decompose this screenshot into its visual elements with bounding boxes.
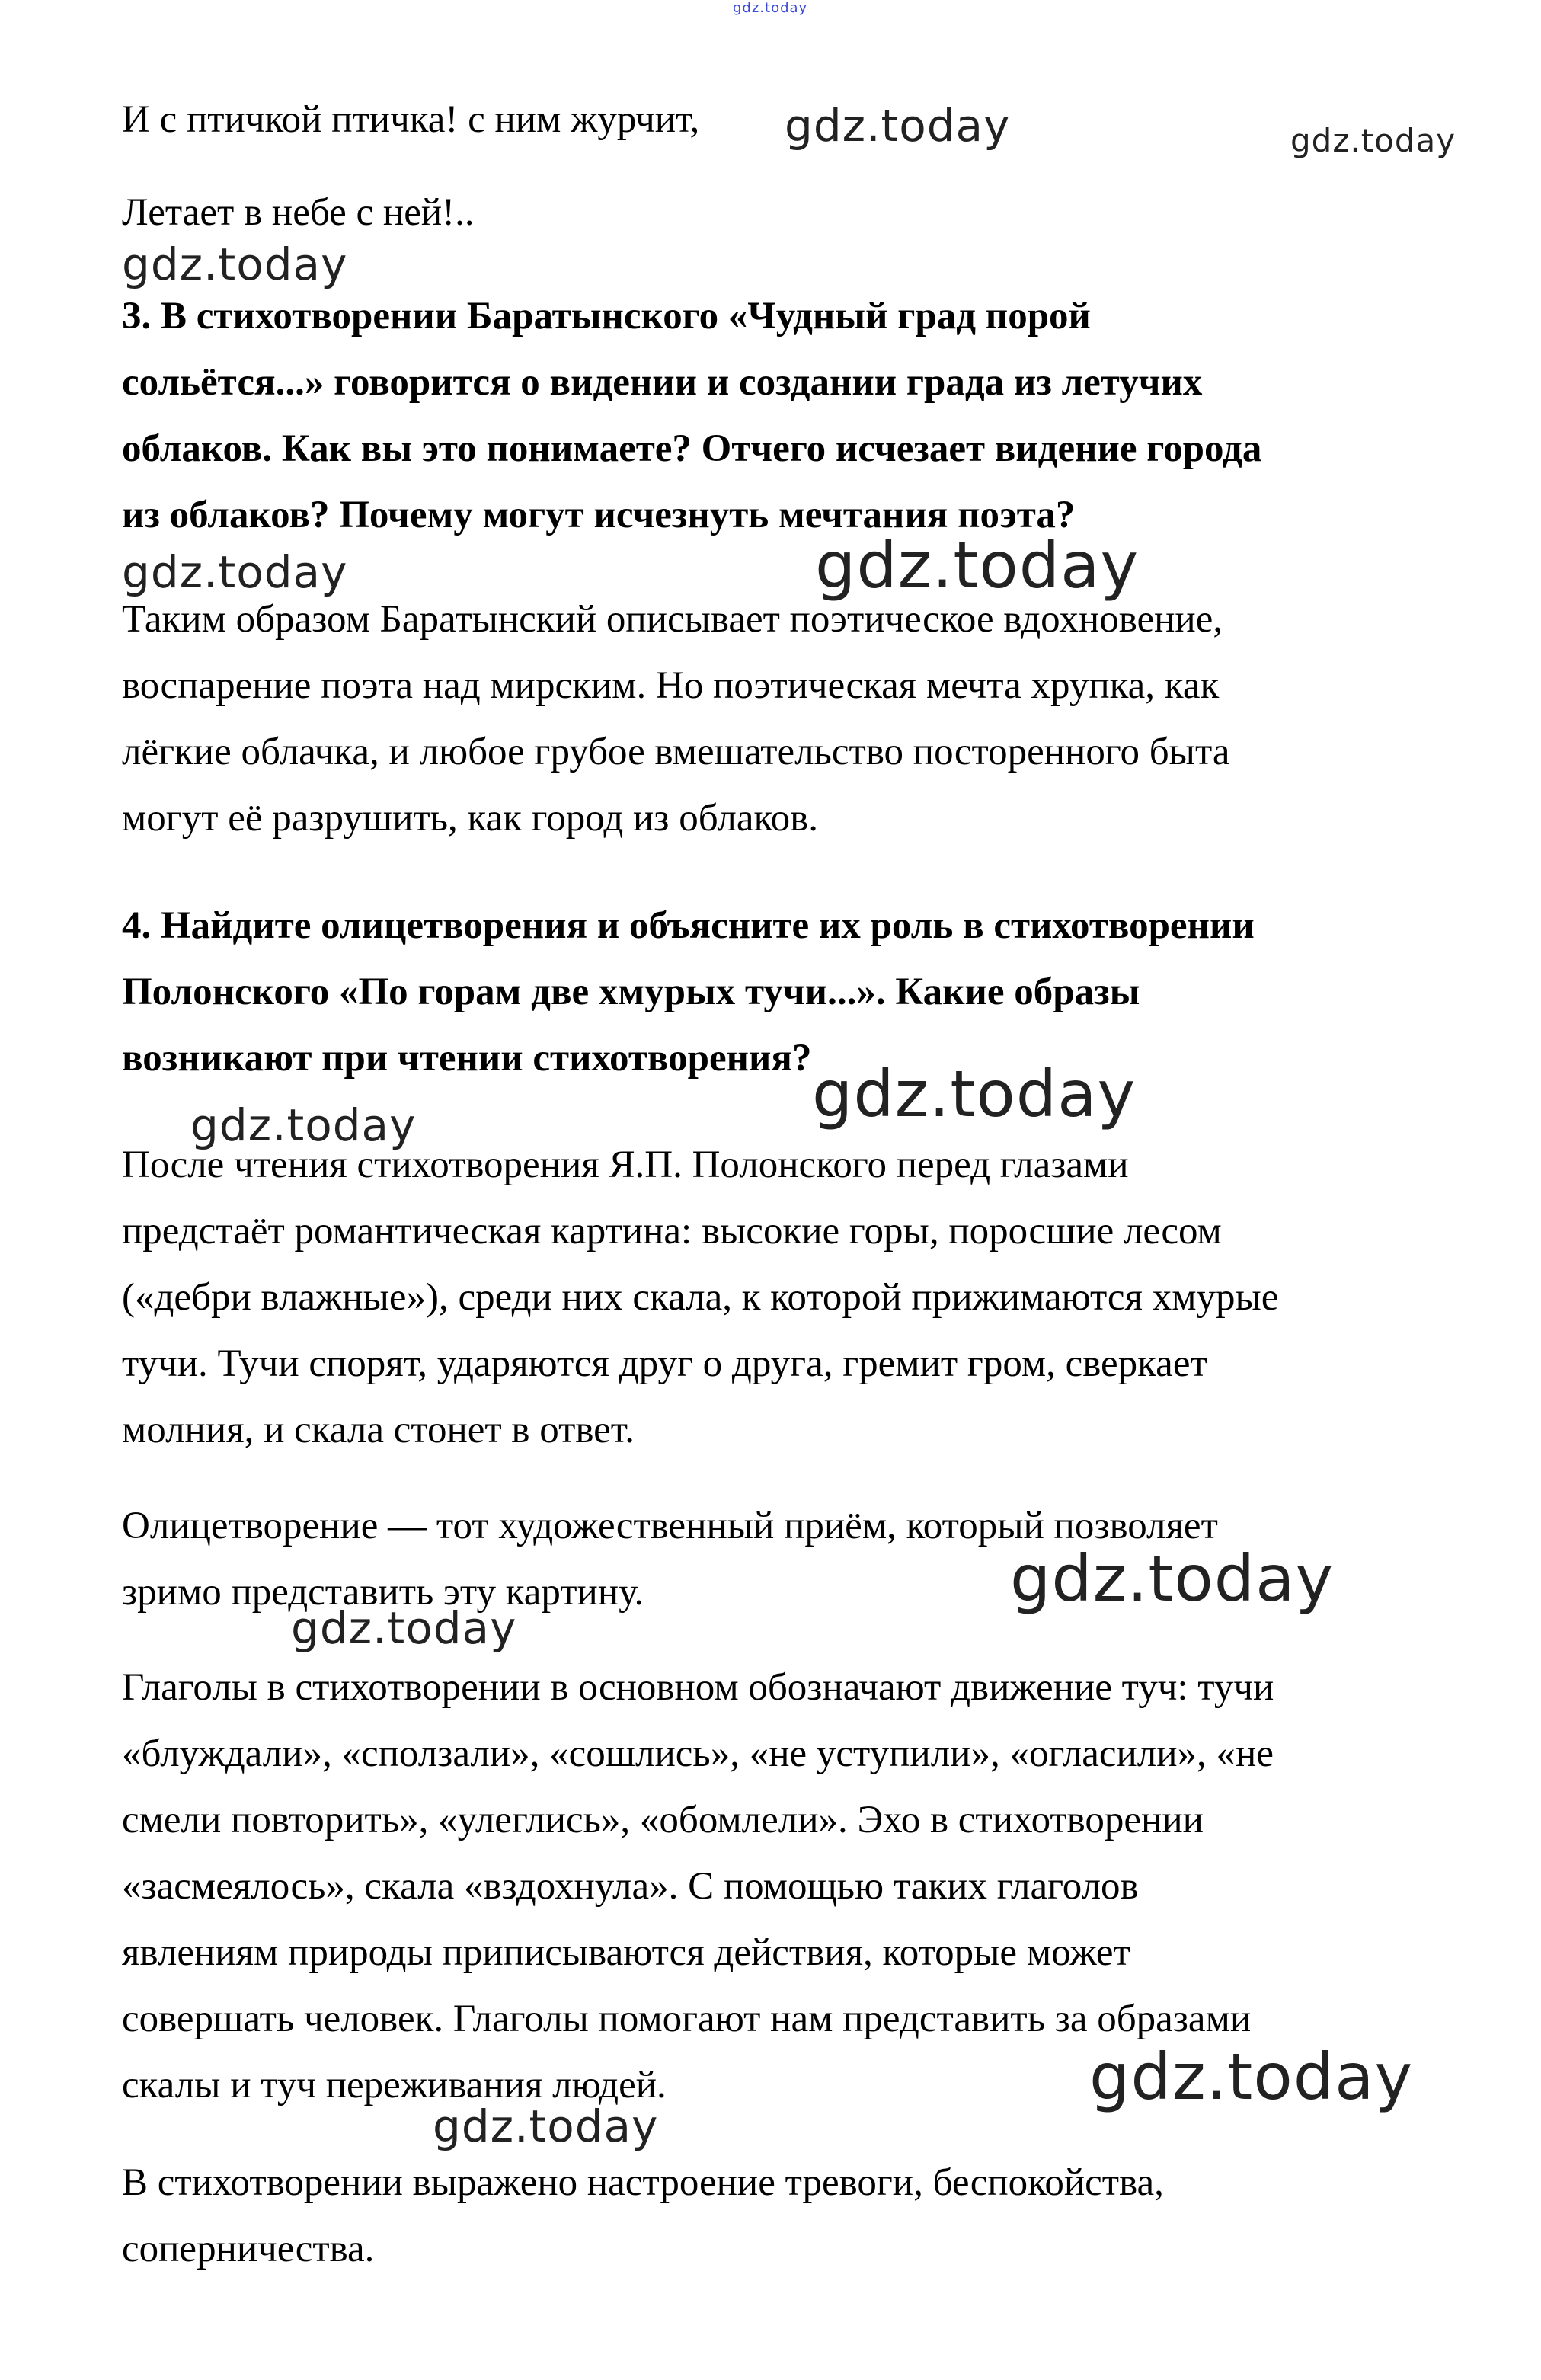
question-3-line: сольётся...» говорится о видении и создании града из летучих bbox=[122, 361, 1203, 404]
question-4-line: возникают при чтении стихотворения? bbox=[122, 1037, 812, 1080]
question-3-line: из облаков? Почему могут исчезнуть мечтания поэта? bbox=[122, 494, 1076, 536]
answer-4-line: соперничества. bbox=[122, 2228, 375, 2270]
answer-3-line: лёгкие облачка, и любое грубое вмешательство посторенного быта bbox=[122, 731, 1230, 773]
question-3 bbox=[122, 283, 1261, 549]
answer-3-line: воспарение поэта над мирским. Но поэтическая мечта хрупка, как bbox=[122, 664, 1220, 707]
watermark: gdz.today bbox=[433, 2100, 659, 2152]
answer-4-line: смели повторить», «улеглись», «обомлели». Эхо в стихотворении bbox=[122, 1799, 1204, 1841]
answer-4-line: «блуждали», «сползали», «сошлись», «не уступили», «огласили», «не bbox=[122, 1732, 1274, 1775]
answer-4-line: «засмеялось», скала «вздохнула». С помощью таких глаголов bbox=[122, 1865, 1139, 1908]
answer-3-line: Таким образом Баратынский описывает поэтическое вдохновение, bbox=[122, 598, 1223, 641]
answer-4-line: тучи. Тучи спорят, ударяются друг о друга, гремит гром, сверкает bbox=[122, 1342, 1207, 1385]
answer-4-line: В стихотворении выражено настроение тревоги, беспокойства, bbox=[122, 2161, 1164, 2204]
answer-3 bbox=[122, 587, 1230, 852]
answer-4-line: После чтения стихотворения Я.П. Полонского перед глазами bbox=[122, 1144, 1129, 1186]
watermark: gdz.today bbox=[122, 238, 348, 290]
answer-4-paragraph-4 bbox=[122, 2150, 1164, 2282]
watermark: gdz.today bbox=[1290, 122, 1456, 159]
answer-4-line: зримо представить эту картину. bbox=[122, 1571, 644, 1614]
question-3-line: 3. В стихотворении Баратынского «Чудный град порой bbox=[122, 295, 1091, 337]
answer-4-paragraph-1 bbox=[122, 1132, 1278, 1464]
watermark-top: gdz.today bbox=[733, 0, 808, 16]
watermark: gdz.today bbox=[122, 546, 348, 598]
poem-line-2: Летает в небе с ней!.. bbox=[122, 191, 475, 234]
question-3-line: облаков. Как вы это понимаете? Отчего исчезает видение города bbox=[122, 427, 1262, 470]
answer-4-line: явлениям природы приписываются действия, которые может bbox=[122, 1931, 1130, 1974]
answer-4-line: Глаголы в стихотворении в основном обозначают движение туч: тучи bbox=[122, 1666, 1274, 1709]
answer-4-line: совершать человек. Глаголы помогают нам представить за образами bbox=[122, 1998, 1252, 2040]
watermark: gdz.today bbox=[291, 1602, 517, 1654]
watermark: gdz.today bbox=[815, 528, 1140, 603]
answer-4-line: («дебри влажные»), среди них скала, к которой прижимаются хмурые bbox=[122, 1276, 1279, 1319]
watermark: gdz.today bbox=[1089, 2039, 1414, 2114]
watermark: gdz.today bbox=[1010, 1541, 1335, 1616]
answer-4-line: Олицетворение — тот художественный приём, который позволяет bbox=[122, 1505, 1218, 1547]
question-4-line: 4. Найдите олицетворения и объясните их роль в стихотворении bbox=[122, 904, 1255, 947]
poem-line-1: И с птичкой птичка! с ним журчит, bbox=[122, 98, 700, 141]
watermark: gdz.today bbox=[785, 100, 1011, 152]
answer-3-line: могут её разрушить, как город из облаков. bbox=[122, 797, 818, 840]
answer-4-line: молния, и скала стонет в ответ. bbox=[122, 1409, 635, 1451]
answer-4-line: скалы и туч переживания людей. bbox=[122, 2064, 667, 2106]
watermark: gdz.today bbox=[190, 1099, 417, 1151]
answer-4-line: предстаёт романтическая картина: высокие горы, поросшие лесом bbox=[122, 1210, 1222, 1252]
watermark: gdz.today bbox=[812, 1057, 1137, 1131]
question-4-line: Полонского «По горам две хмурых тучи...». Какие образы bbox=[122, 971, 1140, 1013]
